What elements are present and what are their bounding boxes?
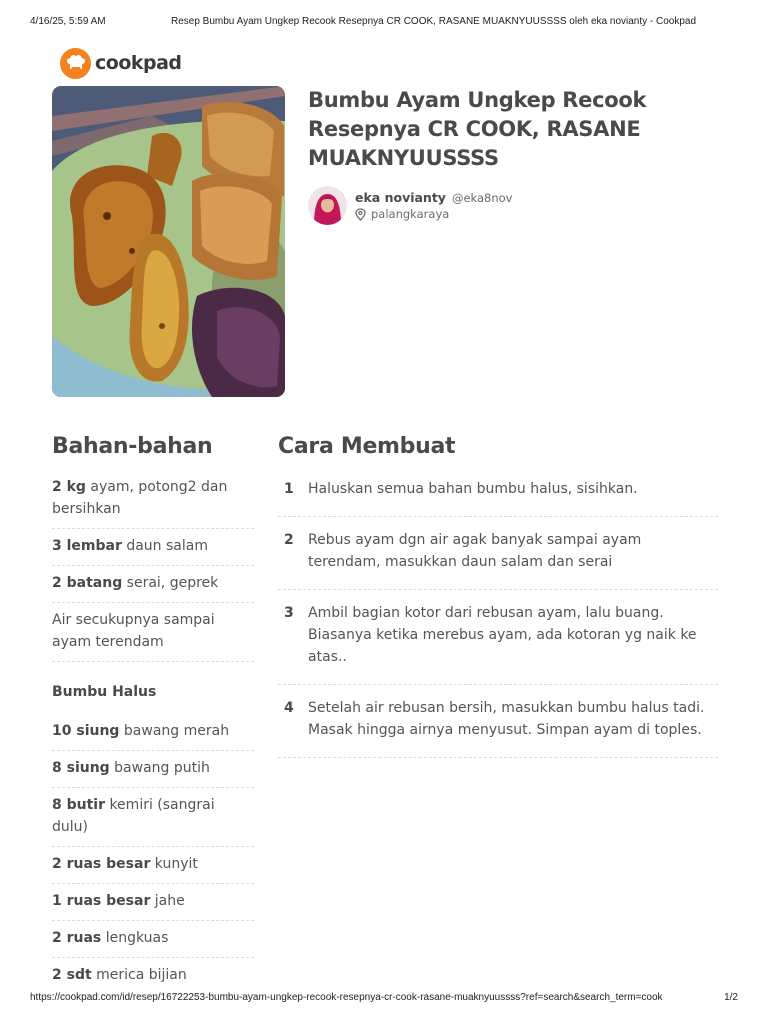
- location-pin-icon: [355, 208, 366, 221]
- author-info: [355, 186, 512, 221]
- ingredient-item: [52, 714, 254, 751]
- logo-wordmark: cookpad: [95, 52, 182, 74]
- step-number: 3: [284, 605, 294, 621]
- author-name[interactable]: eka novianty: [355, 190, 446, 205]
- ingredients-heading: Bahan-bahan: [52, 434, 213, 459]
- author-block[interactable]: [308, 186, 512, 225]
- ingredient-item: [52, 884, 254, 921]
- print-header: [30, 16, 738, 30]
- step-number: 2: [284, 532, 294, 548]
- ingredient-list: [52, 470, 254, 995]
- ingredient-quantity: 10 siung: [52, 723, 120, 739]
- ingredient-name: daun salam: [126, 538, 208, 554]
- print-date: 4/16/25, 5:59 AM: [30, 16, 106, 27]
- step-number: 4: [284, 700, 294, 716]
- step-list: [278, 470, 718, 758]
- ingredient-item: [52, 847, 254, 884]
- ingredient-name: ayam, potong2 dan bersihkan: [52, 479, 228, 517]
- ingredient-name: bawang putih: [114, 760, 210, 776]
- print-url: https://cookpad.com/id/resep/16722253-bumbu-ayam-ungkep-recook-resepnya-cr-cook-rasane-muaknyuussss?ref=search&search_term=cook: [30, 992, 663, 1003]
- ingredient-quantity: 2 ruas besar: [52, 856, 151, 872]
- ingredient-name: jahe: [154, 893, 185, 909]
- step-text: Setelah air rebusan bersih, masukkan bumbu halus tadi. Masak hingga airnya menyusut. Simpan ayam di toples.: [308, 700, 705, 738]
- ingredient-quantity: 2 batang: [52, 575, 123, 591]
- ingredient-item: [52, 529, 254, 566]
- step-item: [278, 590, 718, 685]
- ingredient-item: [52, 958, 254, 995]
- ingredient-quantity: 2 sdt: [52, 967, 92, 983]
- avatar[interactable]: [308, 186, 347, 225]
- ingredient-quantity: 8 butir: [52, 797, 105, 813]
- step-text: Ambil bagian kotor dari rebusan ayam, lalu buang. Biasanya ketika merebus ayam, ada kotoran yg naik ke atas..: [308, 605, 697, 665]
- ingredient-quantity: 2 ruas: [52, 930, 102, 946]
- step-number: 1: [284, 481, 294, 497]
- ingredient-quantity: 3 lembar: [52, 538, 122, 554]
- ingredient-quantity: 8 siung: [52, 760, 110, 776]
- ingredient-item: [52, 921, 254, 958]
- ingredient-item: [52, 470, 254, 529]
- ingredient-name: bawang merah: [123, 723, 230, 739]
- chef-hat-icon: [60, 48, 91, 79]
- ingredient-name: kemiri (sangrai dulu): [52, 797, 215, 835]
- ingredient-item: [52, 751, 254, 788]
- recipe-photo: [52, 86, 285, 397]
- step-text: Rebus ayam dgn air agak banyak sampai ayam terendam, masukkan daun salam dan serai: [308, 532, 642, 570]
- print-footer: [30, 992, 738, 1006]
- ingredient-quantity: 1 ruas besar: [52, 893, 151, 909]
- ingredient-name: kunyit: [154, 856, 198, 872]
- ingredient-item: [52, 566, 254, 603]
- ingredient-item: [52, 603, 254, 662]
- author-handle: @eka8nov: [451, 191, 513, 205]
- page-number: 1/2: [724, 992, 738, 1003]
- ingredient-item: [52, 788, 254, 847]
- step-item: [278, 517, 718, 590]
- step-text: Haluskan semua bahan bumbu halus, sisihkan.: [308, 481, 638, 497]
- ingredient-name: serai, geprek: [126, 575, 219, 591]
- step-item: [278, 685, 718, 758]
- steps-heading: Cara Membuat: [278, 434, 456, 459]
- ingredient-quantity: 2 kg: [52, 479, 86, 495]
- ingredient-name: lengkuas: [105, 930, 169, 946]
- step-item: [278, 470, 718, 517]
- ingredient-name: merica bijian: [96, 967, 187, 983]
- recipe-title: Bumbu Ayam Ungkep Recook Resepnya CR COOK, RASANE MUAKNYUUSSSS: [308, 88, 647, 170]
- cookpad-logo[interactable]: [60, 47, 182, 79]
- author-location: palangkaraya: [371, 207, 450, 221]
- print-document-title: Resep Bumbu Ayam Ungkep Recook Resepnya CR COOK, RASANE MUAKNYUUSSSS oleh eka novianty - Cookpad: [171, 16, 697, 27]
- ingredient-name: Air secukupnya sampai ayam terendam: [52, 612, 215, 650]
- ingredient-group-heading: Bumbu Halus: [52, 684, 157, 700]
